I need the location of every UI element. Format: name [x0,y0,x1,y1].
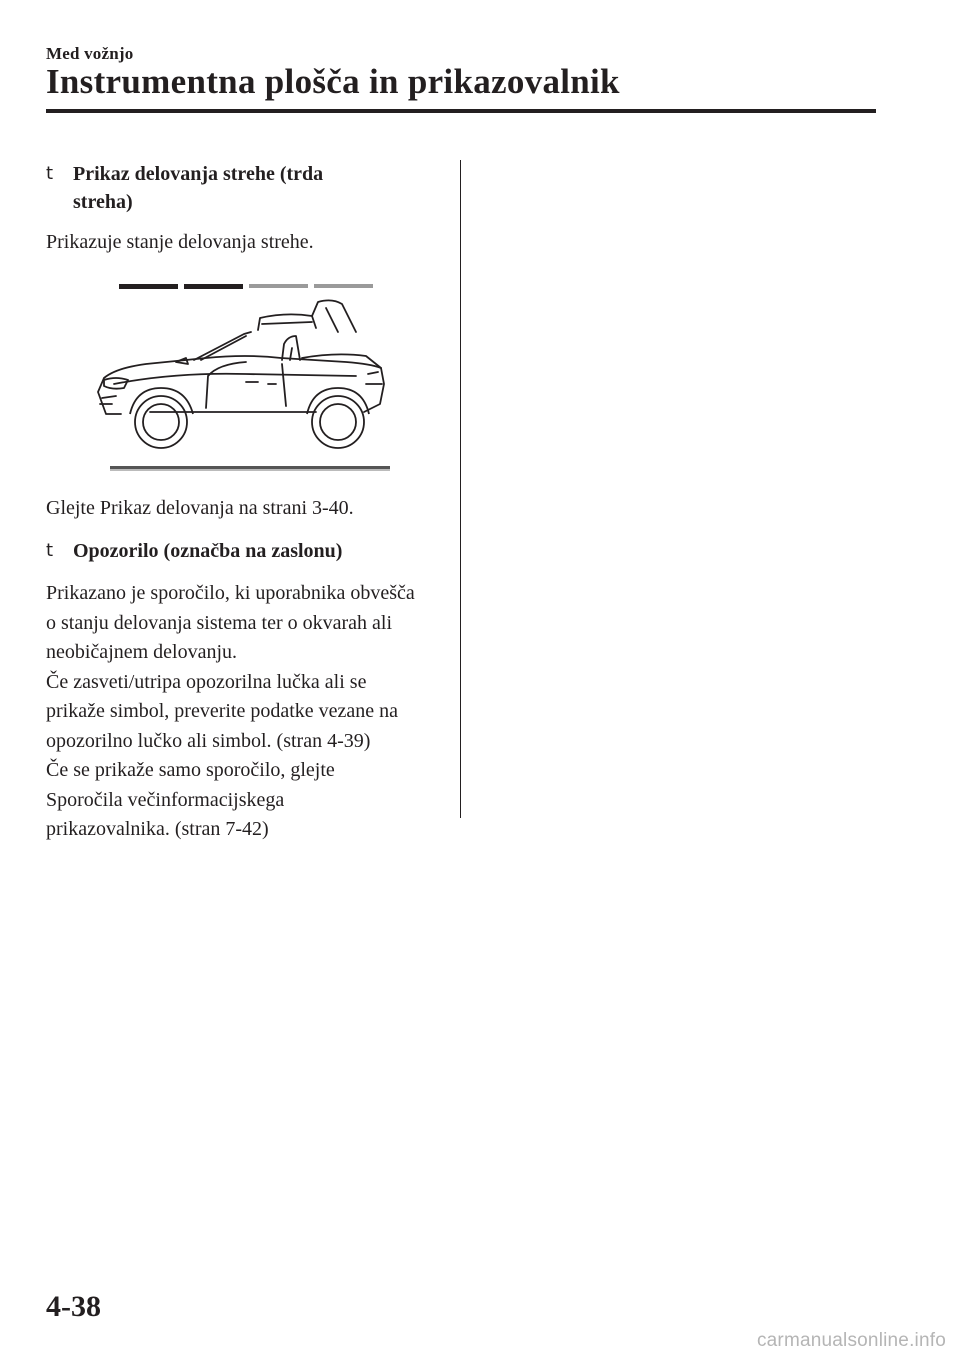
section-heading-warning [46,537,446,565]
roof-reference-text: Glejte Prikaz delovanja na strani 3-40. [46,496,354,519]
warning-body-3: Če se prikaže samo sporočilo, glejte Sporočila večinformacijskega prikazovalnika. (stran 7-42) [46,759,335,840]
page-number: 4-38 [46,1290,101,1323]
watermark: carmanualsonline.info [756,1330,946,1351]
warning-body-1: Prikazano je sporočilo, ki uporabnika obvešča o stanju delovanja sistema ter o okvarah ali neobičajnem delovanju. [46,582,415,663]
bullet-icon: t [46,163,54,184]
section-heading-text: Prikaz delovanja strehe (trda streha) [73,163,324,213]
section-heading-text: Opozorilo (označba na zaslonu) [73,540,343,562]
bullet-icon: t [46,540,54,561]
column-divider [460,160,461,818]
left-column [46,160,446,845]
warning-body-2: Če zasveti/utripa opozorilna lučka ali se prikaže simbol, preverite podatke vezane na opozorilno lučko ali simbol. (stran 4-39) [46,670,399,752]
section-heading-roof [46,160,373,216]
car-illustration [46,272,446,482]
roof-intro-text: Prikazuje stanje delovanja strehe. [46,231,314,253]
roof-operation-figure [46,272,446,482]
title-rule [46,109,876,113]
chapter-label: Med vožnjo [46,44,134,63]
page-title: Instrumentna plošča in prikazovalnik [46,62,620,101]
